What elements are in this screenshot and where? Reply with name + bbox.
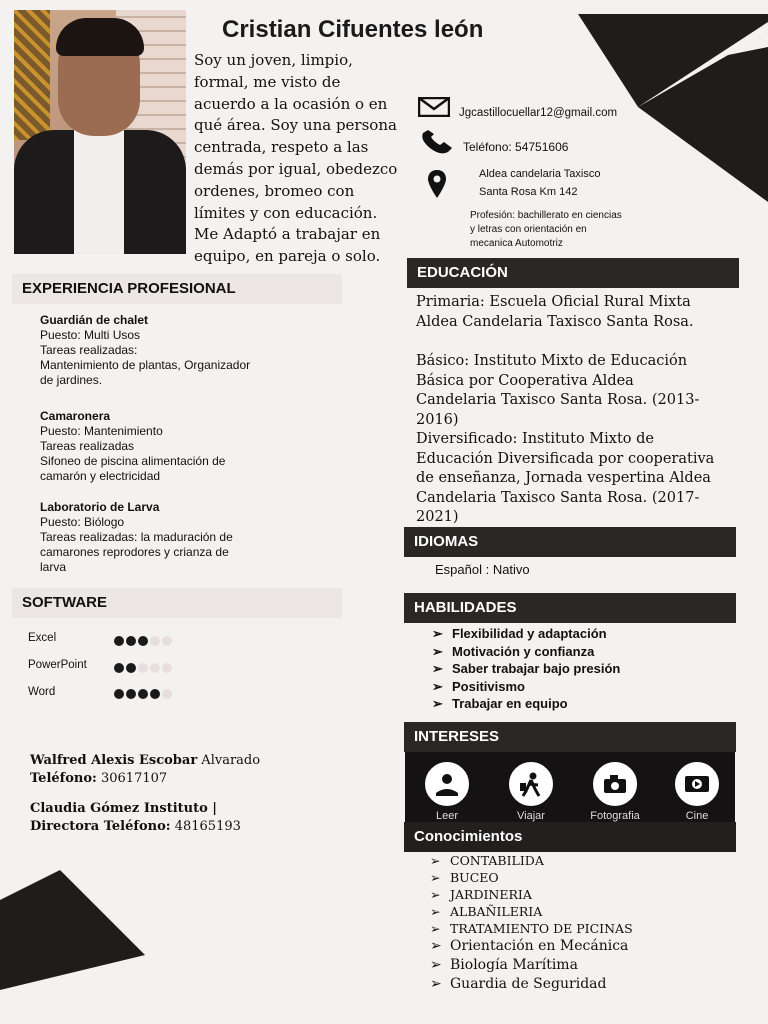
level-dot-empty — [162, 663, 172, 673]
job-title: Camaronera — [40, 409, 111, 423]
software-label: PowerPoint — [28, 659, 87, 671]
job-line: Puesto: Biólogo — [40, 515, 125, 529]
interest-label: Viajar — [517, 810, 545, 822]
location-pin-icon — [428, 170, 446, 198]
camera-icon — [593, 762, 637, 806]
list-item: ➢ TRATAMIENTO DE PICINAS — [430, 921, 633, 936]
list-item: ➢ Biología Marítima — [430, 957, 578, 973]
level-dot-empty — [150, 663, 160, 673]
knowledge-list — [430, 852, 633, 994]
experience-heading: EXPERIENCIA PROFESIONAL — [12, 274, 342, 304]
level-dot-filled — [126, 636, 136, 646]
address-line2: Santa Rosa Km 142 — [479, 186, 578, 198]
education-basico: Básico: Instituto Mixto de Educación Básica por Cooperativa Aldea Candelaria Taxisco Santa Rosa. (2013-2016) — [416, 353, 700, 428]
job-title: Guardián de chalet — [40, 313, 149, 327]
job-line: camarones reprodores y crianza de — [40, 545, 229, 559]
software-heading: SOFTWARE — [12, 588, 342, 618]
mail-icon — [418, 97, 450, 117]
education-primaria: Primaria: Escuela Oficial Rural Mixta Aldea Candelaria Taxisco Santa Rosa. — [416, 294, 694, 330]
list-item: ➢ CONTABILIDA — [430, 853, 544, 868]
list-item: ➢ Positivismo — [432, 678, 525, 694]
knowledge-text: TRATAMIENTO DE PICINAS — [450, 921, 633, 936]
list-item: ➢ Motivación y confianza — [432, 643, 595, 659]
level-dot-empty — [162, 689, 172, 699]
job-entry — [40, 409, 290, 484]
languages-heading: IDIOMAS — [404, 527, 736, 557]
interest-label: Cine — [685, 810, 709, 822]
email-text: Jgcastillocuellar12@gmail.com — [459, 107, 618, 119]
film-icon — [675, 762, 719, 806]
decorative-triangle — [0, 870, 150, 990]
address-line1: Aldea candelaria Taxisco — [479, 168, 601, 180]
software-level — [114, 660, 174, 678]
job-line: Puesto: Mantenimiento — [40, 424, 163, 438]
education-diversificado: Diversificado: Instituto Mixto de Educación Diversificada por cooperativa de enseñanza, Jornada vespertina Aldea Candelaria Taxisco Santa Rosa. (2017-2021) — [416, 431, 715, 525]
knowledge-heading: Conocimientos — [404, 822, 736, 852]
software-label: Word — [28, 686, 56, 698]
job-line: Tareas realizadas — [40, 439, 135, 453]
language-item: Español : Nativo — [435, 562, 530, 577]
list-item: ➢ Flexibilidad y adaptación — [432, 626, 607, 641]
reference-name-rest: Alvarado — [197, 753, 261, 768]
profession-text — [470, 209, 622, 251]
reference-name: Claudia Gómez Instituto | — [30, 801, 218, 816]
list-item: ➢ Guardia de Seguridad — [430, 976, 607, 992]
knowledge-text: Biología Marítima — [450, 957, 578, 973]
interests-heading: INTERESES — [404, 722, 736, 752]
job-line: larva — [40, 560, 67, 574]
knowledge-text: CONTABILIDA — [450, 853, 544, 868]
skill-text: Positivismo — [452, 678, 525, 694]
reference-name: Walfred Alexis Escobar — [30, 753, 198, 768]
list-item: ➢ Orientación en Mecánica — [430, 938, 629, 954]
reference-phone-label: Teléfono: — [30, 771, 97, 786]
level-dot-empty — [162, 636, 172, 646]
job-line: Sifoneo de piscina alimentación de — [40, 454, 226, 468]
level-dot-empty — [150, 636, 160, 646]
interest-label: Fotografia — [590, 810, 640, 822]
reference-phone-label: Directora Teléfono: — [30, 819, 171, 834]
reading-icon — [425, 762, 469, 806]
interest-item — [491, 752, 571, 824]
job-line: de jardines. — [40, 373, 103, 387]
skill-text: Motivación y confianza — [452, 643, 595, 659]
travel-icon — [509, 762, 553, 806]
page-title: Cristian Cifuentes león — [222, 16, 484, 43]
list-item: ➢ ALBAÑILERIA — [430, 904, 543, 919]
level-dot-filled — [150, 689, 160, 699]
phone-text: Teléfono: 54751606 — [463, 140, 569, 154]
knowledge-text: Orientación en Mecánica — [450, 938, 629, 954]
profession-line1: Profesión: bachillerato en ciencias — [470, 210, 622, 221]
reference-phone: 30617107 — [96, 771, 168, 786]
list-item: ➢ JARDINERIA — [430, 887, 532, 902]
interest-item — [575, 752, 655, 824]
knowledge-text: JARDINERIA — [450, 887, 532, 902]
job-entry — [40, 500, 290, 575]
software-label: Excel — [28, 632, 57, 644]
profession-line3: mecanica Automotriz — [470, 238, 563, 249]
knowledge-text: BUCEO — [450, 870, 499, 885]
skill-text: Flexibilidad y adaptación — [452, 626, 607, 641]
software-level — [114, 686, 174, 704]
skills-heading: HABILIDADES — [404, 593, 736, 623]
profession-line2: y letras con orientación en — [470, 224, 587, 235]
list-item: ➢ Saber trabajar bajo presión — [432, 661, 621, 676]
phone-icon — [420, 130, 454, 156]
reference-1 — [30, 752, 260, 788]
list-item: ➢ BUCEO — [430, 870, 499, 885]
interest-item — [407, 752, 487, 824]
interest-label: Leer — [435, 810, 459, 822]
job-line: Puesto: Multi Usos — [40, 328, 141, 342]
skills-list — [432, 625, 620, 713]
skill-text: Saber trabajar bajo presión — [452, 661, 621, 676]
level-dot-filled — [138, 636, 148, 646]
job-line: Tareas realizadas: — [40, 343, 138, 357]
knowledge-text: Guardia de Seguridad — [450, 976, 607, 992]
level-dot-empty — [138, 663, 148, 673]
interests-panel — [405, 752, 735, 824]
interest-item — [657, 752, 737, 824]
profile-photo — [14, 10, 186, 254]
level-dot-filled — [114, 663, 124, 673]
reference-phone: 48165193 — [170, 819, 241, 834]
intro-paragraph: Soy un joven, limpio, formal, me visto de acuerdo a la ocasión o en qué área. Soy una persona centrada, respeto a las demás por igual, obedezco ordenes, bromeo con límites y con educación. Me Adaptó a trabajar en equipo, en pareja o solo. — [194, 51, 398, 266]
level-dot-filled — [114, 689, 124, 699]
job-title: Laboratorio de Larva — [40, 500, 160, 514]
list-item: ➢ Trabajar en equipo — [432, 696, 568, 711]
level-dot-filled — [138, 689, 148, 699]
level-dot-filled — [114, 636, 124, 646]
level-dot-filled — [126, 689, 136, 699]
knowledge-text: ALBAÑILERIA — [450, 904, 543, 919]
reference-2 — [30, 800, 241, 836]
level-dot-filled — [126, 663, 136, 673]
job-entry — [40, 313, 290, 388]
software-level — [114, 633, 174, 651]
job-line: Mantenimiento de plantas, Organizador — [40, 358, 251, 372]
education-heading: EDUCACIÓN — [407, 258, 739, 288]
skill-text: Trabajar en equipo — [452, 696, 568, 711]
job-line: Tareas realizadas: la maduración de — [40, 530, 233, 544]
job-line: camarón y electricidad — [40, 469, 161, 483]
